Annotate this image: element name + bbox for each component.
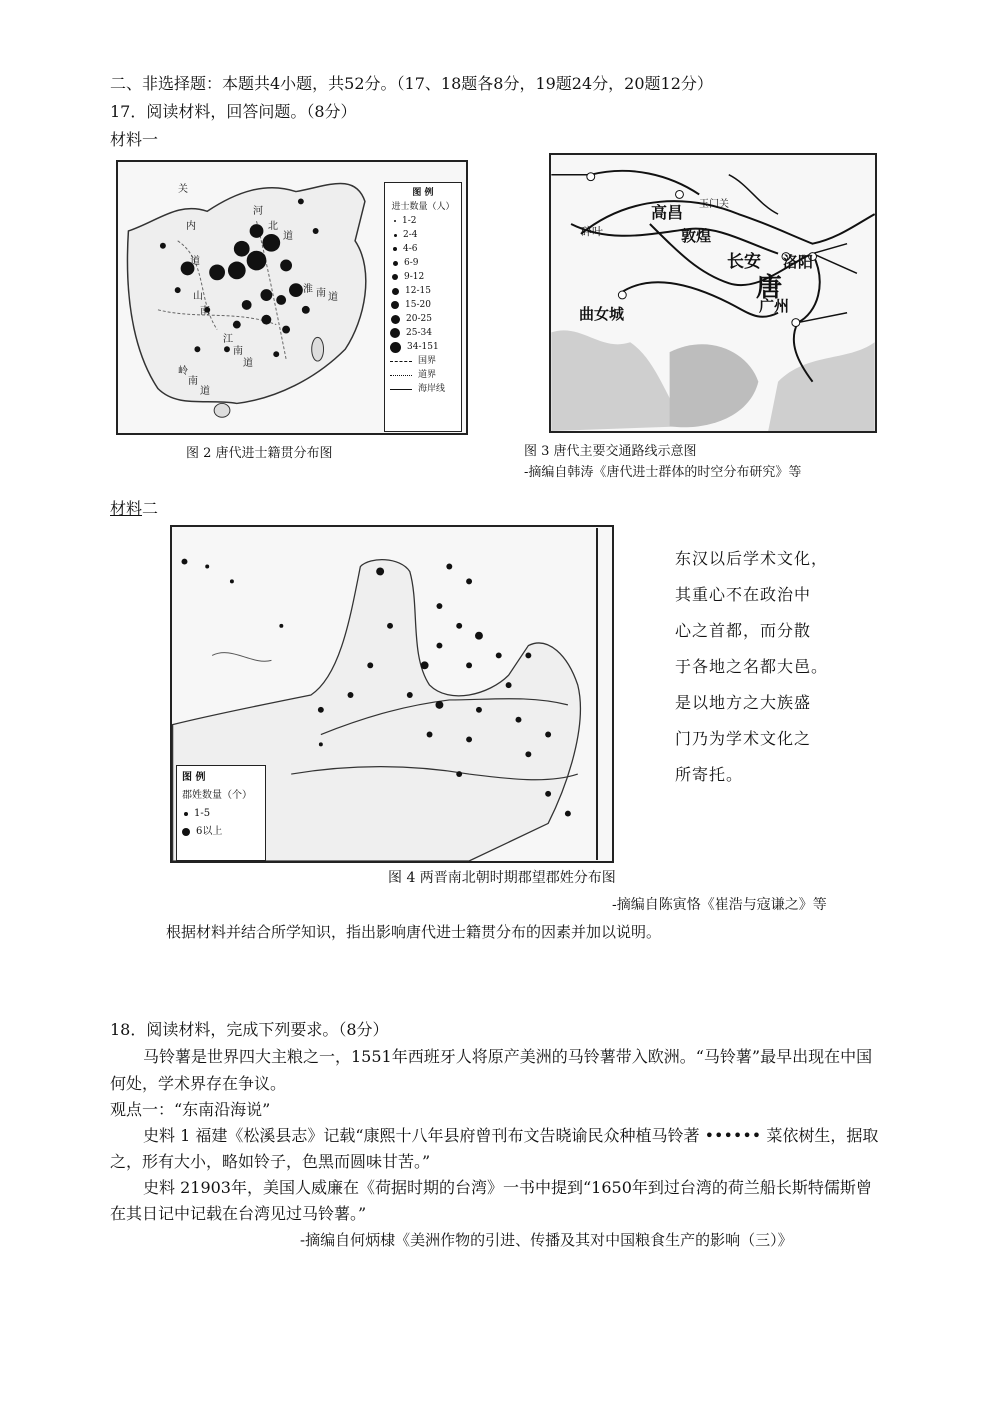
legend-dot-icon xyxy=(393,247,397,251)
fig4-legend-row xyxy=(182,805,260,823)
fig2-legend-label: 4-6 xyxy=(403,244,418,254)
fig2-legend-row xyxy=(390,382,456,396)
legend-dot-icon xyxy=(393,261,398,266)
fig2-label-16: 道 xyxy=(328,292,338,303)
fig2-legend-row xyxy=(390,312,456,326)
legend-dot-icon xyxy=(390,342,401,353)
legend-dot-icon xyxy=(394,234,397,237)
side-quote-line: 门乃为学术文化之 xyxy=(675,729,812,748)
side-quote-line: 所寄托。 xyxy=(675,765,744,784)
q18-source1a: 史料 1 福建《松溪县志》记载“康熙十八年县府曾刊布文告晓谕民众种植马铃著 •••••• 菜依树生，据取 xyxy=(143,1126,879,1145)
fig4-legend-row xyxy=(182,823,260,841)
legend-dot-icon xyxy=(392,288,399,295)
fig2-label-10: 道 xyxy=(243,358,253,369)
fig2-legend-label: 1-2 xyxy=(402,216,417,226)
fig2-label-9: 南 xyxy=(233,346,243,357)
coastline-icon xyxy=(390,389,412,390)
legend-dot-icon xyxy=(394,220,396,222)
q18-view1: 观点一：“东南沿海说” xyxy=(110,1100,271,1119)
q18-para1b: 何处，学术界存在争议。 xyxy=(110,1074,287,1093)
fig2-legend-label: 6-9 xyxy=(404,258,419,268)
fig2-legend-subtitle: 进士数量（人） xyxy=(391,202,455,212)
fig2-legend-label: 20-25 xyxy=(406,314,432,324)
fig2-legend-label: 海岸线 xyxy=(418,384,446,394)
fig2-legend-row xyxy=(390,368,456,382)
fig2-legend-row xyxy=(390,326,456,340)
legend-dot-icon xyxy=(392,274,398,280)
fig2-legend-row xyxy=(390,256,456,270)
border-line-icon xyxy=(390,361,412,362)
material1-label: 材料一 xyxy=(110,130,159,149)
fig3-label-dunhuang: 敦煌 xyxy=(681,227,712,245)
legend-dot-icon xyxy=(184,812,188,816)
fig2-label-1: 内 xyxy=(186,221,196,232)
fig2-legend-label: 9-12 xyxy=(404,272,425,282)
fig2-legend-label: 国界 xyxy=(418,356,437,366)
fig3-label-qunv: 曲女城 xyxy=(579,305,625,323)
q18-source2b: 在其日记中记载在台湾见过马铃薯。” xyxy=(110,1204,367,1223)
fig2-legend-row xyxy=(390,284,456,298)
legend-dot-icon xyxy=(182,828,190,836)
section-heading: 二、非选择题：本题共4小题，共52分。（17、18题各8分，19题24分，20题12分） xyxy=(110,74,713,93)
fig2-label-0: 关 xyxy=(178,184,188,195)
fig2-legend-label: 道界 xyxy=(418,370,437,380)
fig2-legend-row xyxy=(390,228,456,242)
fig3-source: -摘编自韩涛《唐代进士群体的时空分布研究》等 xyxy=(524,465,802,480)
q18-source1b: 之，形有大小，略如铃子，色黑而圆味甘苦。” xyxy=(110,1152,431,1171)
fig4-source: -摘编自陈寅恪《崔浩与寇谦之》等 xyxy=(612,897,827,913)
fig2-label-14: 淮 xyxy=(303,284,313,295)
fig4-caption: 图 4 两晋南北朝时期郡望郡姓分布图 xyxy=(388,870,616,886)
fig2-label-2: 道 xyxy=(190,256,200,267)
fig2-legend-row xyxy=(390,214,456,228)
fig3-label-suiye: 碎叶 xyxy=(581,225,603,238)
fig4-legend-label: 1-5 xyxy=(194,808,211,819)
side-quote-line: 心之首都，而分散 xyxy=(675,621,812,640)
fig3-label-yumen: 玉门关 xyxy=(699,199,729,210)
q18-para1a: 马铃薯是世界四大主粮之一，1551年西班牙人将原产美洲的马铃薯带入欧洲。“马铃薯”最早出现在中国 xyxy=(143,1047,873,1066)
fig2-label-5: 道 xyxy=(283,231,293,242)
fig2-legend-label: 34-151 xyxy=(407,342,439,352)
q18-source-citation: -摘编自何炳棣《美洲作物的引进、传播及其对中国粮食生产的影响（三）》 xyxy=(300,1231,793,1249)
fig4-legend xyxy=(176,765,266,861)
fig3-label-gaochang: 高昌 xyxy=(651,203,684,222)
fig4-legend-title: 图 例 xyxy=(182,772,206,783)
fig2-legend-row xyxy=(390,354,456,368)
fig2-label-7: 南 xyxy=(200,306,210,317)
fig4-legend-label: 6以上 xyxy=(196,826,223,837)
fig2-label-6: 山 xyxy=(193,291,203,302)
q18-title: 18．阅读材料，完成下列要求。（8分） xyxy=(110,1020,389,1039)
side-quote-line: 于各地之名都大邑。 xyxy=(675,657,829,676)
fig2-legend-label: 2-4 xyxy=(403,230,418,240)
material2-label xyxy=(110,498,158,520)
fig2-legend-row xyxy=(390,340,456,354)
fig2-legend-label: 15-20 xyxy=(405,300,431,310)
side-quote-line: 是以地方之大族盛 xyxy=(675,693,812,712)
fig3-label-changan: 长安 xyxy=(727,252,761,272)
fig2-legend xyxy=(384,182,462,432)
fig2-label-3: 河 xyxy=(253,206,263,217)
side-quote-line: 其重心不在政治中 xyxy=(675,585,812,604)
fig3-map xyxy=(549,153,877,433)
fig2-label-15: 南 xyxy=(316,288,326,299)
border-line-icon xyxy=(390,375,412,376)
side-quote-line: 东汉以后学术文化， xyxy=(675,549,829,568)
fig2-legend-label: 12-15 xyxy=(405,286,431,296)
fig2-map xyxy=(116,160,468,435)
fig4-divider xyxy=(596,528,598,860)
fig2-label-4: 北 xyxy=(268,221,278,232)
fig3-label-luoyang: 洛阳 xyxy=(783,253,814,271)
fig2-legend-row xyxy=(390,298,456,312)
legend-dot-icon xyxy=(390,328,400,338)
fig3-caption: 图 3 唐代主要交通路线示意图 xyxy=(524,444,697,459)
fig2-label-12: 南 xyxy=(188,376,198,387)
material2-label-a: 材料 xyxy=(110,499,143,518)
fig2-legend-label: 25-34 xyxy=(406,328,432,338)
fig2-label-11: 岭 xyxy=(178,366,188,377)
q18-source2a: 史料 21903年，美国人威廉在《荷据时期的台湾》一书中提到“1650年到过台湾的荷兰船长斯特儒斯曾 xyxy=(143,1178,872,1197)
side-quote xyxy=(675,541,828,793)
fig2-label-13: 道 xyxy=(200,386,210,397)
fig2-legend-row xyxy=(390,242,456,256)
q17-question: 根据材料并结合所学知识，指出影响唐代进士籍贯分布的因素并加以说明。 xyxy=(166,923,662,941)
fig3-label-tang: 唐 xyxy=(756,273,783,303)
legend-dot-icon xyxy=(391,315,400,324)
fig2-label-8: 江 xyxy=(223,334,233,345)
fig2-legend-title: 图 例 xyxy=(412,188,434,198)
fig3-label-guangzhou: 广州 xyxy=(759,297,790,315)
material2-label-b: 二 xyxy=(142,499,159,518)
fig2-caption: 图 2 唐代进士籍贯分布图 xyxy=(186,446,333,461)
fig2-legend-row xyxy=(390,270,456,284)
fig4-map xyxy=(170,525,614,863)
fig4-legend-subtitle: 郡姓数量（个） xyxy=(182,790,252,801)
q17-title: 17．阅读材料，回答问题。（8分） xyxy=(110,102,357,121)
legend-dot-icon xyxy=(391,301,399,309)
